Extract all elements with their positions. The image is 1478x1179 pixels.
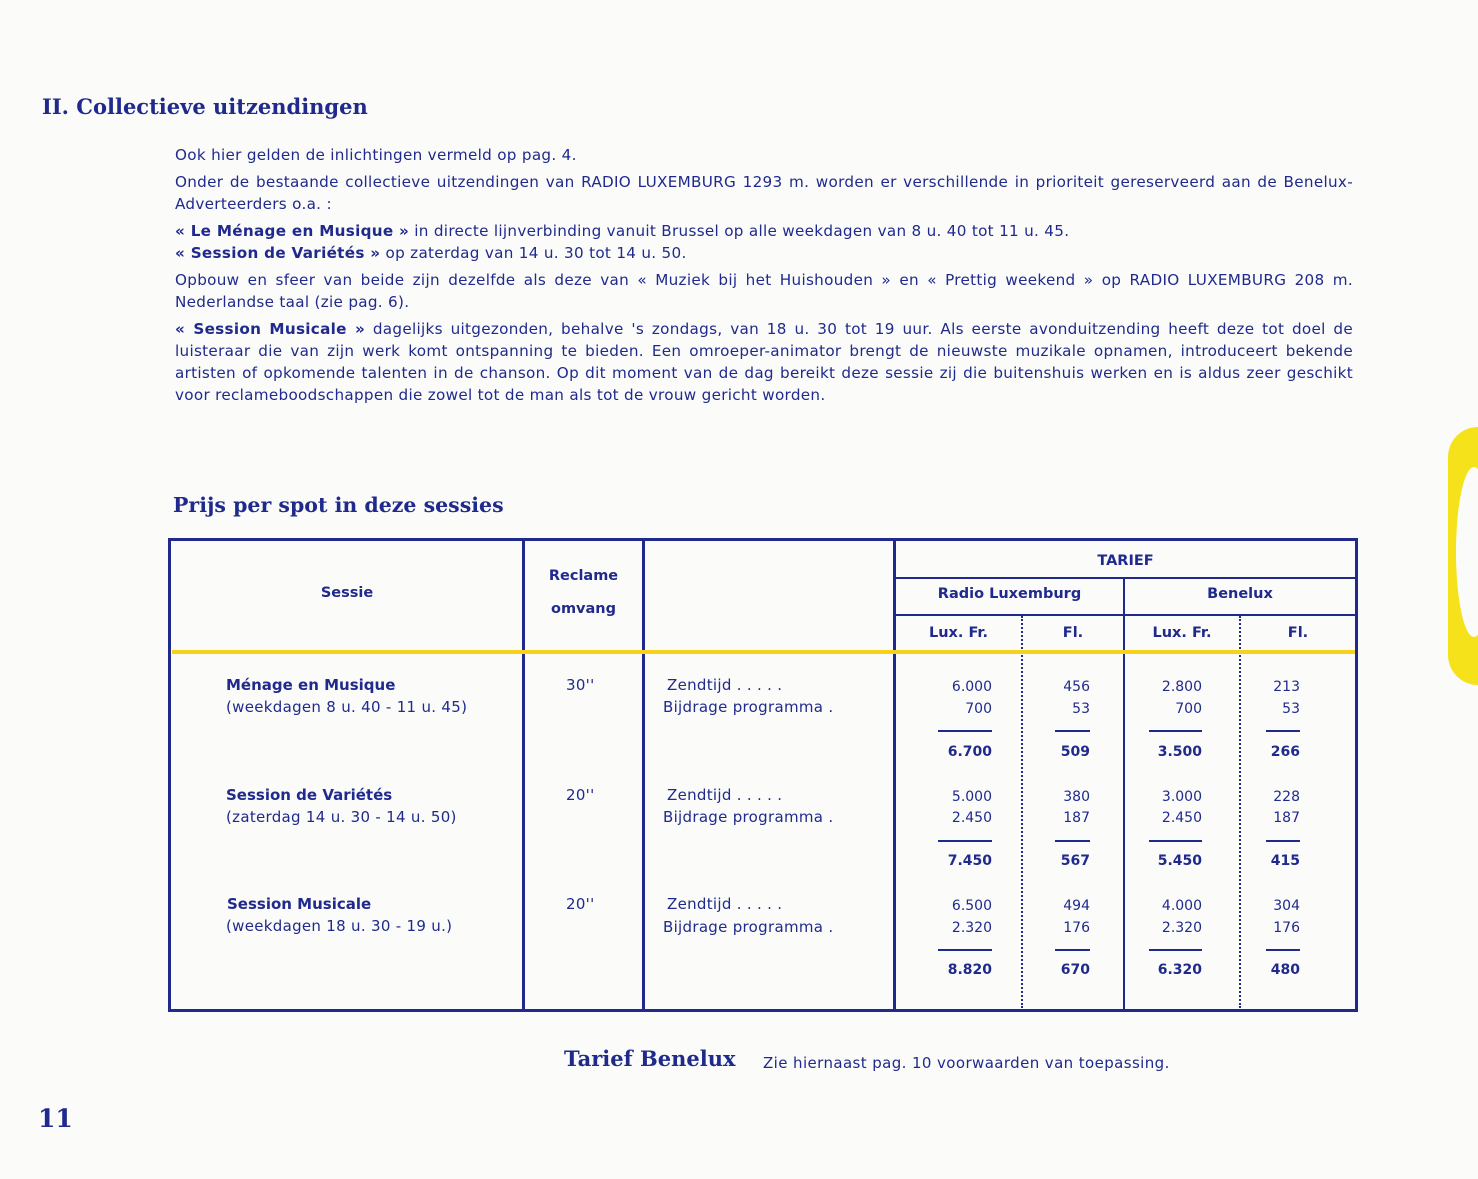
sum-rule xyxy=(938,730,992,732)
sum-rule xyxy=(1149,730,1202,732)
value-cell: 456 xyxy=(1063,679,1090,695)
session-name: Session Musicale xyxy=(227,895,372,913)
header-sessie: Sessie xyxy=(320,585,374,601)
intro-p3-rest: in directe lijnverbinding vanuit Brussel op alle weekdagen van 8 u. 40 tot 11 u. 45. xyxy=(409,222,1070,240)
header-underline xyxy=(172,650,1355,654)
header-fl: Fl. xyxy=(1062,625,1084,641)
session-name: Session de Variétés xyxy=(226,786,393,804)
intro-p4 xyxy=(175,242,1353,264)
value-cell: 187 xyxy=(1063,810,1090,826)
item-zendtijd: Zendtijd . . . . . xyxy=(667,676,783,694)
col-divider xyxy=(642,541,645,1009)
total-cell: 509 xyxy=(1060,744,1090,760)
value-cell: 2.450 xyxy=(951,810,992,826)
item-zendtijd: Zendtijd . . . . . xyxy=(667,786,783,804)
value-cell: 53 xyxy=(1282,701,1300,717)
intro-p3 xyxy=(175,220,1353,242)
item-bijdrage: Bijdrage programma . xyxy=(663,808,834,826)
col-divider xyxy=(1123,577,1125,1009)
intro-p1: Ook hier gelden de inlichtingen vermeld op pag. 4. xyxy=(175,146,577,164)
intro-p2: Onder de bestaande collectieve uitzendingen van RADIO LUXEMBURG 1293 m. worden er verschillende in prioriteit gereserveerd aan de Benelux-Adverteerders o.a. : xyxy=(175,173,1353,213)
header-luxfr: Lux. Fr. xyxy=(1152,625,1212,641)
total-cell: 266 xyxy=(1270,744,1300,760)
intro-p4-rest: op zaterdag van 14 u. 30 tot 14 u. 50. xyxy=(380,244,687,262)
value-cell: 4.000 xyxy=(1161,898,1202,914)
value-cell: 176 xyxy=(1273,920,1300,936)
item-bijdrage: Bijdrage programma . xyxy=(663,918,834,936)
session-schedule: (weekdagen 8 u. 40 - 11 u. 45) xyxy=(226,698,468,716)
sum-rule xyxy=(1149,840,1202,842)
row-divider xyxy=(896,577,1355,579)
value-cell: 6.500 xyxy=(951,898,992,914)
footer-text: Zie hiernaast pag. 10 voorwaarden van toepassing. xyxy=(763,1054,1170,1072)
varietes-bold: « Session de Variétés » xyxy=(175,244,381,262)
value-cell: 6.000 xyxy=(951,679,992,695)
total-cell: 415 xyxy=(1270,853,1300,869)
omvang-value: 30'' xyxy=(566,676,595,694)
total-cell: 6.320 xyxy=(1157,962,1202,978)
value-cell: 53 xyxy=(1072,701,1090,717)
musicale-bold: « Session Musicale » xyxy=(175,320,366,338)
section-title: II. Collectieve uitzendingen xyxy=(42,94,368,119)
total-cell: 6.700 xyxy=(947,744,992,760)
sum-rule xyxy=(1055,730,1090,732)
page-number: 11 xyxy=(38,1104,73,1133)
sum-rule xyxy=(1266,840,1300,842)
intro-p6-rest: dagelijks uitgezonden, behalve 's zondags, van 18 u. 30 tot 19 uur. Als eerste avonduitzending heeft deze tot doel de luisteraar die van zijn werk komt ontspanning te bieden. Een omroeper-animator brengt de nieuwste muzikale opnamen, introduceert bekende artisten of opkomende talenten in de chanson. Op dit moment van de dag bereikt deze sessie zij die buitenshuis werken en is aldus zeer geschikt voor reclameboodschappen die zowel tot de man als tot de vrouw gericht worden. xyxy=(175,320,1353,404)
value-cell: 494 xyxy=(1063,898,1090,914)
table-title: Prijs per spot in deze sessies xyxy=(173,493,504,517)
omvang-value: 20'' xyxy=(566,895,595,913)
header-tarief: TARIEF xyxy=(1097,553,1154,569)
sum-rule xyxy=(1266,730,1300,732)
session-name: Ménage en Musique xyxy=(226,676,396,694)
value-cell: 228 xyxy=(1273,789,1300,805)
col-divider xyxy=(893,541,896,1009)
value-cell: 213 xyxy=(1273,679,1300,695)
sum-rule xyxy=(938,949,992,951)
value-cell: 380 xyxy=(1063,789,1090,805)
dotted-divider xyxy=(1021,616,1023,1008)
header-luxfr: Lux. Fr. xyxy=(928,625,989,641)
header-reclame: Reclame xyxy=(548,568,619,584)
header-benelux: Benelux xyxy=(1207,586,1273,602)
total-cell: 3.500 xyxy=(1157,744,1202,760)
intro-text xyxy=(175,144,1353,411)
dotted-divider xyxy=(1239,616,1241,1008)
sum-rule xyxy=(1055,949,1090,951)
value-cell: 187 xyxy=(1273,810,1300,826)
total-cell: 480 xyxy=(1270,962,1300,978)
item-zendtijd: Zendtijd . . . . . xyxy=(667,895,783,913)
value-cell: 700 xyxy=(965,701,992,717)
value-cell: 700 xyxy=(1175,701,1202,717)
yellow-edge-tab xyxy=(1448,427,1478,685)
intro-p5: Opbouw en sfeer van beide zijn dezelfde als deze van « Muziek bij het Huishouden » en « Prettig weekend » op RADIO LUXEMBURG 208 m. Nederlandse taal (zie pag. 6). xyxy=(175,271,1353,311)
item-bijdrage: Bijdrage programma . xyxy=(663,698,834,716)
session-schedule: (zaterdag 14 u. 30 - 14 u. 50) xyxy=(226,808,457,826)
price-table xyxy=(168,538,1358,1012)
footer-title: Tarief Benelux xyxy=(564,1046,736,1071)
sum-rule xyxy=(1149,949,1202,951)
header-radio-luxemburg: Radio Luxemburg xyxy=(937,586,1082,602)
value-cell: 304 xyxy=(1273,898,1300,914)
session-schedule: (weekdagen 18 u. 30 - 19 u.) xyxy=(226,917,453,935)
row-divider xyxy=(896,614,1355,616)
sum-rule xyxy=(1266,949,1300,951)
total-cell: 567 xyxy=(1060,853,1090,869)
header-omvang: omvang xyxy=(550,601,616,617)
intro-p6 xyxy=(175,318,1353,406)
total-cell: 5.450 xyxy=(1157,853,1202,869)
header-fl: Fl. xyxy=(1287,625,1309,641)
value-cell: 176 xyxy=(1063,920,1090,936)
menage-bold: « Le Ménage en Musique » xyxy=(175,222,410,240)
total-cell: 8.820 xyxy=(947,962,992,978)
sum-rule xyxy=(938,840,992,842)
total-cell: 670 xyxy=(1060,962,1090,978)
omvang-value: 20'' xyxy=(566,786,595,804)
value-cell: 3.000 xyxy=(1161,789,1202,805)
total-cell: 7.450 xyxy=(947,853,992,869)
sum-rule xyxy=(1055,840,1090,842)
value-cell: 2.320 xyxy=(1161,920,1202,936)
value-cell: 5.000 xyxy=(951,789,992,805)
value-cell: 2.450 xyxy=(1161,810,1202,826)
value-cell: 2.320 xyxy=(951,920,992,936)
value-cell: 2.800 xyxy=(1161,679,1202,695)
